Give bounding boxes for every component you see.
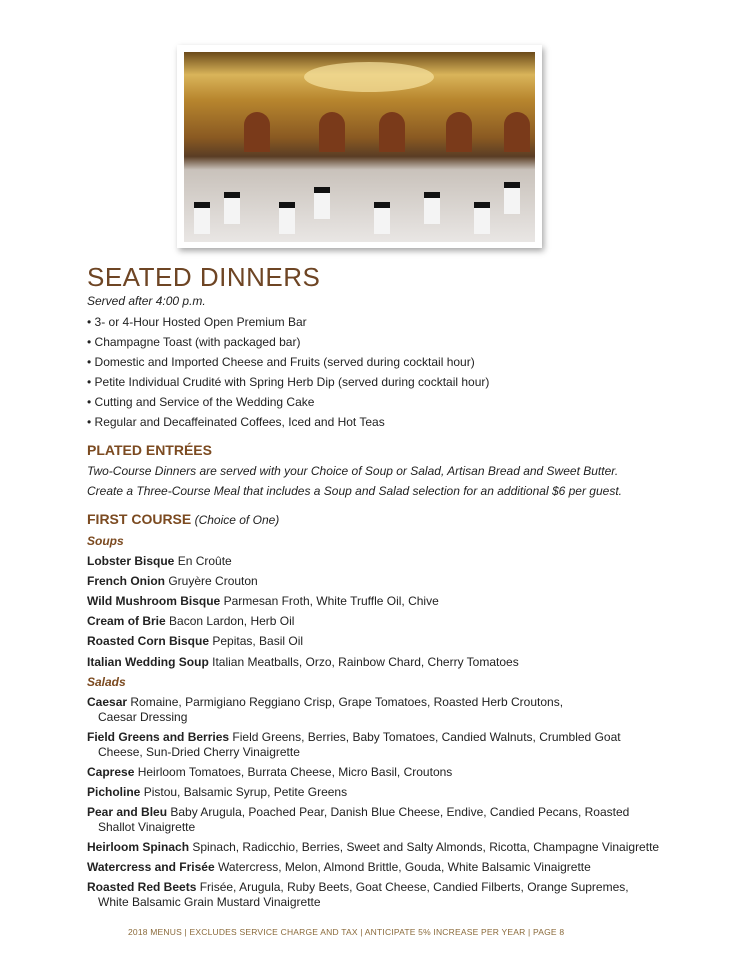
item-name: Caprese [87, 765, 135, 779]
menu-item [87, 574, 258, 589]
item-description-cont: Caesar Dressing [98, 710, 188, 724]
item-name: Wild Mushroom Bisque [87, 594, 221, 608]
inclusion-item: • Domestic and Imported Cheese and Fruits (served during cocktail hour) [87, 355, 475, 369]
item-name: Picholine [87, 785, 141, 799]
first-course-note: (Choice of One) [194, 513, 280, 527]
item-description: Bacon Lardon, Herb Oil [169, 614, 295, 628]
menu-item [87, 695, 563, 725]
plated-note: Create a Three-Course Meal that includes a Soup and Salad selection for an additional $6 per guest. [87, 484, 622, 498]
plated-entrees-heading: PLATED ENTRÉES [87, 442, 212, 458]
item-description: Spinach, Radicchio, Berries, Sweet and Salty Almonds, Ricotta, Champagne Vinaigrette [192, 840, 660, 854]
item-description: Heirloom Tomatoes, Burrata Cheese, Micro Basil, Croutons [137, 765, 453, 779]
item-name: Roasted Corn Bisque [87, 634, 210, 648]
item-name: Pear and Bleu [87, 805, 168, 819]
menu-item [87, 634, 303, 649]
inclusion-item: • 3- or 4-Hour Hosted Open Premium Bar [87, 315, 307, 329]
inclusion-item: • Petite Individual Crudité with Spring Herb Dip (served during cocktail hour) [87, 375, 490, 389]
menu-item [87, 860, 591, 875]
item-description: Frisée, Arugula, Ruby Beets, Goat Cheese, Candied Filberts, Orange Supremes, [199, 880, 629, 894]
item-description: En Croûte [177, 554, 232, 568]
item-description: Italian Meatballs, Orzo, Rainbow Chard, Cherry Tomatoes [212, 655, 519, 669]
item-description-cont: Shallot Vinaigrette [98, 820, 196, 834]
item-name: Lobster Bisque [87, 554, 175, 568]
item-name: Cream of Brie [87, 614, 166, 628]
served-note: Served after 4:00 p.m. [87, 294, 206, 308]
first-course-title: FIRST COURSE [87, 511, 192, 527]
item-name: French Onion [87, 574, 165, 588]
item-description-cont: White Balsamic Grain Mustard Vinaigrette [98, 895, 321, 909]
footer: 2018 MENUS | EXCLUDES SERVICE CHARGE AND TAX | ANTICIPATE 5% INCREASE PER YEAR | PAGE 8 [128, 927, 565, 937]
menu-item [87, 785, 347, 800]
soups-label: Soups [87, 534, 124, 548]
salads-label: Salads [87, 675, 126, 689]
menu-item [87, 730, 621, 760]
menu-item [87, 614, 294, 629]
inclusion-item: • Champagne Toast (with packaged bar) [87, 335, 301, 349]
item-description-cont: Cheese, Sun-Dried Cherry Vinaigrette [98, 745, 300, 759]
item-name: Watercress and Frisée [87, 860, 215, 874]
menu-item [87, 655, 519, 670]
item-name: Roasted Red Beets [87, 880, 197, 894]
item-description: Pistou, Balsamic Syrup, Petite Greens [143, 785, 348, 799]
menu-item [87, 880, 629, 910]
item-name: Field Greens and Berries [87, 730, 230, 744]
item-description: Parmesan Froth, White Truffle Oil, Chive [223, 594, 439, 608]
item-description: Romaine, Parmigiano Reggiano Crisp, Grape Tomatoes, Roasted Herb Croutons, [130, 695, 564, 709]
item-description: Watercress, Melon, Almond Brittle, Gouda, White Balsamic Vinaigrette [217, 860, 591, 874]
inclusion-item: • Cutting and Service of the Wedding Cake [87, 395, 315, 409]
first-course-heading [87, 512, 279, 528]
item-description: Baby Arugula, Poached Pear, Danish Blue Cheese, Endive, Candied Pecans, Roasted [170, 805, 630, 819]
inclusion-item: • Regular and Decaffeinated Coffees, Iced and Hot Teas [87, 415, 385, 429]
menu-item [87, 805, 629, 835]
menu-item [87, 594, 439, 609]
item-description: Field Greens, Berries, Baby Tomatoes, Candied Walnuts, Crumbled Goat [232, 730, 621, 744]
menu-item [87, 765, 452, 780]
item-description: Pepitas, Basil Oil [212, 634, 304, 648]
item-name: Caesar [87, 695, 128, 709]
item-name: Heirloom Spinach [87, 840, 190, 854]
ballroom-photo-frame [177, 45, 542, 248]
page-title: SEATED DINNERS [87, 262, 321, 292]
plated-note: Two-Course Dinners are served with your Choice of Soup or Salad, Artisan Bread and Sweet Butter. [87, 464, 619, 478]
ballroom-photo [184, 52, 535, 242]
menu-item [87, 840, 659, 855]
item-description: Gruyère Crouton [168, 574, 258, 588]
menu-item [87, 554, 232, 569]
item-name: Italian Wedding Soup [87, 655, 209, 669]
